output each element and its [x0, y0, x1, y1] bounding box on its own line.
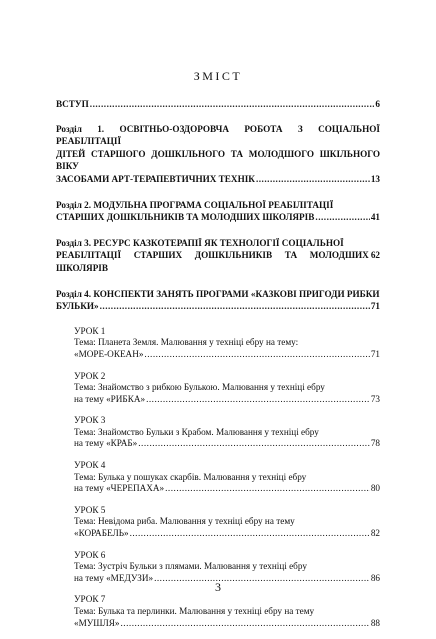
lesson-page-number: 73	[370, 393, 380, 404]
dot-leader	[146, 394, 370, 406]
toc-entry-line: Розділ 2. МОДУЛЬНА ПРОГРАМА СОЦІАЛЬНОЇ РЕАБІЛІТАЦІЇ	[56, 199, 334, 210]
toc-entry-line: РЕАБІЛІТАЦІЇ СТАРШИХ ДОШКІЛЬНИКІВ ТА МОЛОДШИХ ШКОЛЯРІВ	[56, 250, 369, 273]
lesson-topic: Тема: Невідома риба. Малювання у техніці ебру на тему	[74, 516, 295, 527]
dot-leader	[138, 438, 370, 450]
dot-leader	[90, 98, 375, 111]
dot-leader	[100, 300, 370, 313]
lesson-label: УРОК 4	[74, 460, 106, 471]
lesson-label: УРОК 7	[74, 594, 106, 605]
lesson-topic: Тема: Знайомство з рибкою Булькою. Малювання у техніці ебру	[74, 382, 325, 393]
lesson-label: УРОК 3	[74, 415, 106, 426]
toc-entry-section-3[interactable]	[56, 237, 380, 275]
toc-page-number: 71	[370, 301, 380, 312]
lesson-label: УРОК 5	[74, 504, 106, 515]
dot-leader	[256, 173, 370, 186]
toc-entry-line: Розділ 4. КОНСПЕКТИ ЗАНЯТЬ ПРОГРАМИ «КАЗКОВІ ПРИГОДИ РИБКИ	[56, 288, 380, 299]
lesson-label: УРОК 1	[74, 325, 106, 336]
toc-entry-title: ВСТУП	[56, 99, 89, 109]
lesson-page-number: 82	[370, 528, 380, 539]
lesson-topic-line: «МУШЛЯ»	[74, 617, 120, 628]
toc-entry-line: БУЛЬКИ»	[56, 301, 99, 312]
page-number: 3	[215, 580, 221, 594]
lesson-topic: Тема: Зустріч Бульки з плямами. Малювання у техніці ебру	[74, 561, 307, 572]
dot-leader	[315, 211, 369, 224]
lesson-topic-line: «КОРАБЕЛЬ»	[74, 528, 129, 539]
lesson-label: УРОК 2	[74, 370, 106, 381]
lesson-page-number: 80	[370, 483, 380, 494]
toc-lesson-5[interactable]	[74, 505, 380, 540]
toc-entry-line: Розділ 1. ОСВІТНЬО-ОЗДОРОВЧА РОБОТА З СОЦІАЛЬНОЇ РЕАБІЛІТАЦІЇ	[56, 123, 380, 147]
dot-leader	[130, 528, 370, 540]
lesson-label: УРОК 6	[74, 549, 106, 560]
dot-leader	[121, 618, 370, 630]
toc-entry-line: СТАРШИХ ДОШКІЛЬНИКІВ ТА МОЛОДШИХ ШКОЛЯРІВ	[56, 212, 315, 223]
lesson-page-number: 86	[370, 572, 380, 583]
toc-page-number: 41	[370, 212, 380, 223]
toc-lesson-1[interactable]	[74, 326, 380, 361]
lesson-page-number: 78	[370, 438, 380, 449]
lesson-topic-line: на тему «МЕДУЗИ»	[74, 572, 154, 583]
toc-entry-section-2[interactable]	[56, 199, 380, 224]
toc-lesson-7[interactable]	[74, 594, 380, 629]
toc-page-number: 6	[375, 99, 380, 109]
table-of-contents	[56, 98, 380, 639]
page-title: ЗМІСТ	[193, 69, 243, 83]
dot-leader	[165, 483, 370, 495]
toc-lesson-4[interactable]	[74, 460, 380, 495]
toc-page-number: 13	[370, 173, 380, 184]
toc-entry-section-1[interactable]	[56, 123, 380, 186]
lesson-page-number: 88	[370, 617, 380, 628]
toc-entry-line: Розділ 3. РЕСУРС КАЗКОТЕРАПІЇ ЯК ТЕХНОЛОГІЇ СОЦІАЛЬНОЇ	[56, 237, 344, 248]
lesson-topic: Тема: Булька у пошуках скарбів. Малювання у техніці ебру	[74, 471, 307, 482]
toc-entry-line: ЗАСОБАМИ АРТ-ТЕРАПЕВТИЧНИХ ТЕХНІК	[56, 173, 255, 184]
lesson-topic-line: на тему «РИБКА»	[74, 393, 146, 404]
lesson-topic: Тема: Планета Земля. Малювання у техніці ебру на тему:	[74, 337, 299, 348]
lesson-topic-line: на тему «КРАБ»	[74, 438, 138, 449]
lesson-topic-line: «МОРЕ-ОКЕАН»	[74, 348, 144, 359]
lesson-topic: Тема: Знайомство Бульки з Крабом. Малювання у техніці ебру	[74, 426, 319, 437]
dot-leader	[144, 349, 369, 361]
lesson-topic-line: на тему «ЧЕРЕПАХА»	[74, 483, 165, 494]
toc-entry-line: ДІТЕЙ СТАРШОГО ДОШКІЛЬНОГО ТА МОЛОДШОГО ШКІЛЬНОГО ВІКУ	[56, 148, 380, 172]
toc-lesson-3[interactable]	[74, 415, 380, 450]
toc-entry-intro[interactable]	[56, 98, 380, 111]
lesson-topic: Тема: Булька та перлинки. Малювання у техніці ебру на тему	[74, 606, 315, 616]
toc-page-number: 62	[370, 250, 380, 261]
lesson-page-number: 71	[370, 348, 380, 359]
toc-lesson-2[interactable]	[74, 371, 380, 406]
toc-entry-section-4[interactable]	[56, 288, 380, 313]
